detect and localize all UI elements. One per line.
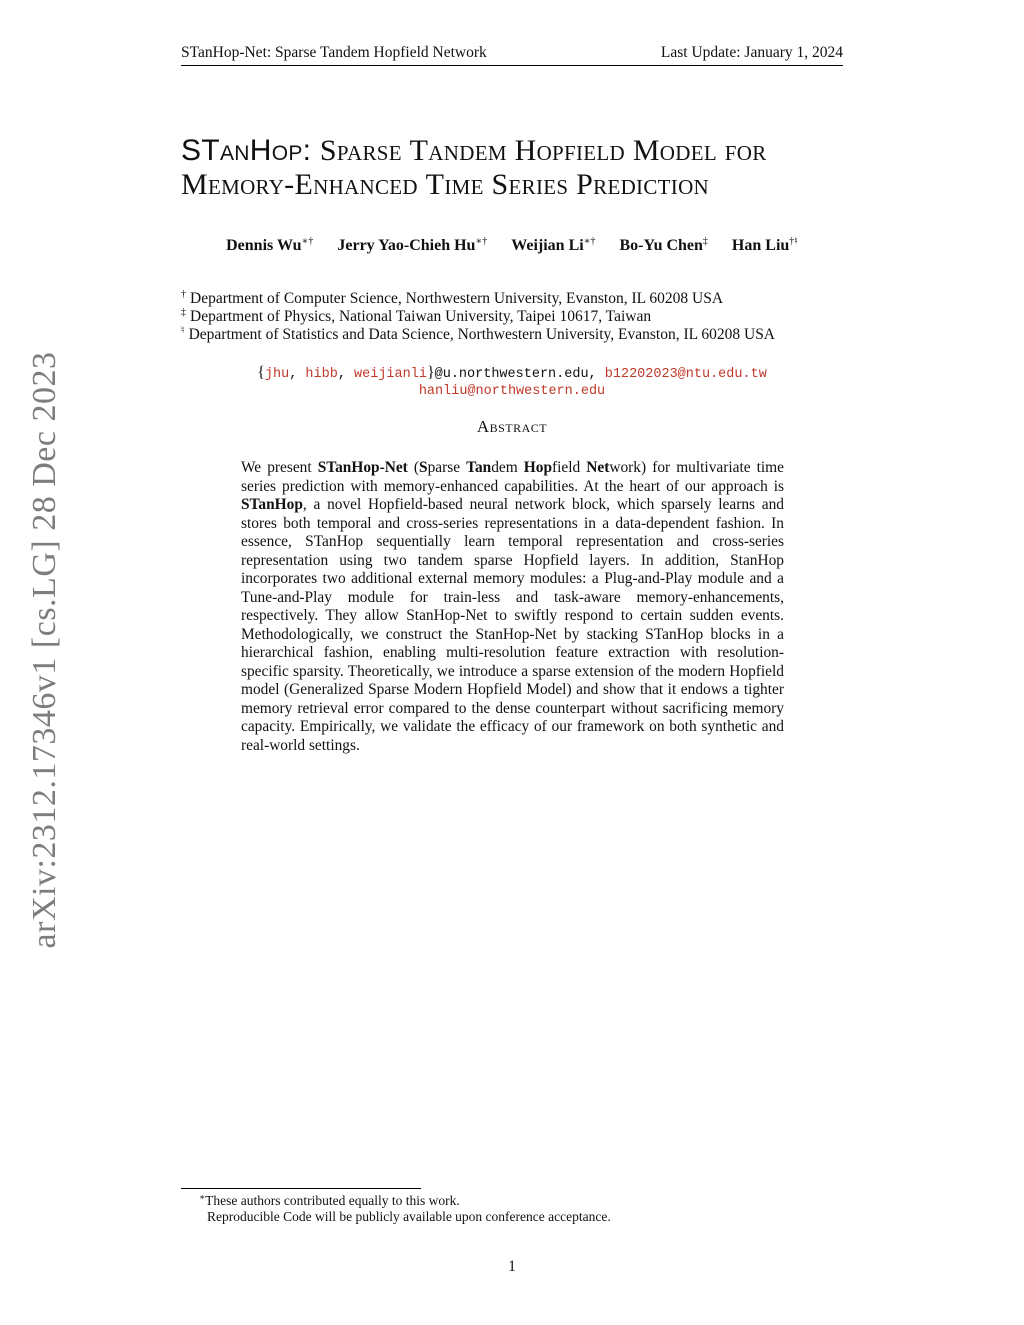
paper-title-line-1: STanHop: Sparse Tandem Hopfield Model for [181,134,767,167]
email-link[interactable]: jhu [264,367,290,382]
running-title: STanHop-Net: Sparse Tandem Hopfield Network [181,44,487,61]
abstract-body: We present STanHop-Net (Sparse Tandem Hopfield Network) for multivariate time series prediction with memory-enhanced capabilities. At the heart of our approach is STanHop, a novel Hopfield-based neural network block, which sparsely learns and stores both temporal and cross-series representations in a data-dependent fashion. In essence, STanHop sequentially learn temporal representation and cross-series representation using two tandem sparse Hopfield layers. In addition, StanHop incorporates two additional external memory modules: a Plug-and-Play module and a Tune-and-Play module for train-less and task-aware memory-enhancements, respectively. They allow StanHop-Net to swiftly respond to certain sudden events. Methodologically, we construct the StanHop-Net by stacking STanHop blocks in a hierarchical fashion, enabling multi-resolution feature extraction with resolution-specific sparsity. Theoretically, we introduce a sparse extension of the modern Hopfield model (Generalized Sparse Modern Hopfield Model) and show that it endows a tighter memory retrieval error compared to the dense counterpart without sacrificing memory capacity. Empirically, we validate the efficacy of our framework on both synthetic and real-world settings. [241,459,784,754]
affiliation: ‡ Department of Physics, National Taiwan University, Taipei 10617, Taiwan [181,307,652,325]
author: Jerry Yao-Chieh Hu∗† [337,236,488,254]
footnote-equal-contribution: ∗These authors contributed equally to this work. [199,1192,460,1208]
email-list: {jhu, hibb, weijianli}@u.northwestern.edu, b12202023@ntu.edu.tw [257,364,767,382]
affiliation: ♮ Department of Statistics and Data Science, Northwestern University, Evanston, IL 60208 USA [181,325,776,343]
author: Han Liu†♮ [731,236,798,254]
author: Dennis Wu∗† [226,236,314,254]
email-link[interactable]: b12202023@ntu.edu.tw [604,367,767,382]
abstract-heading: Abstract [476,417,548,436]
author: Bo-Yu Chen‡ [619,236,708,254]
last-update: Last Update: January 1, 2024 [660,44,843,61]
affiliation: † Department of Computer Science, Northwestern University, Evanston, IL 60208 USA [181,289,724,307]
email-link[interactable]: hanliu@northwestern.edu [418,384,606,399]
paper-title-line-2: Memory-Enhanced Time Series Prediction [181,168,710,201]
footnote-rule [181,1188,421,1189]
email-link[interactable]: weijianli [354,367,427,382]
email-list-line-2 [0,382,1024,399]
email-link[interactable]: hibb [305,367,338,382]
author: Weijian Li∗† [511,236,596,254]
footnote-code-availability: Reproducible Code will be publicly available upon conference acceptance. [207,1209,611,1224]
author-list [0,236,1024,255]
header-rule [181,65,843,66]
arxiv-identifier[interactable]: arXiv:2312.17346v1 [cs.LG] 28 Dec 2023 [26,351,63,949]
page-number: 1 [508,1258,516,1275]
